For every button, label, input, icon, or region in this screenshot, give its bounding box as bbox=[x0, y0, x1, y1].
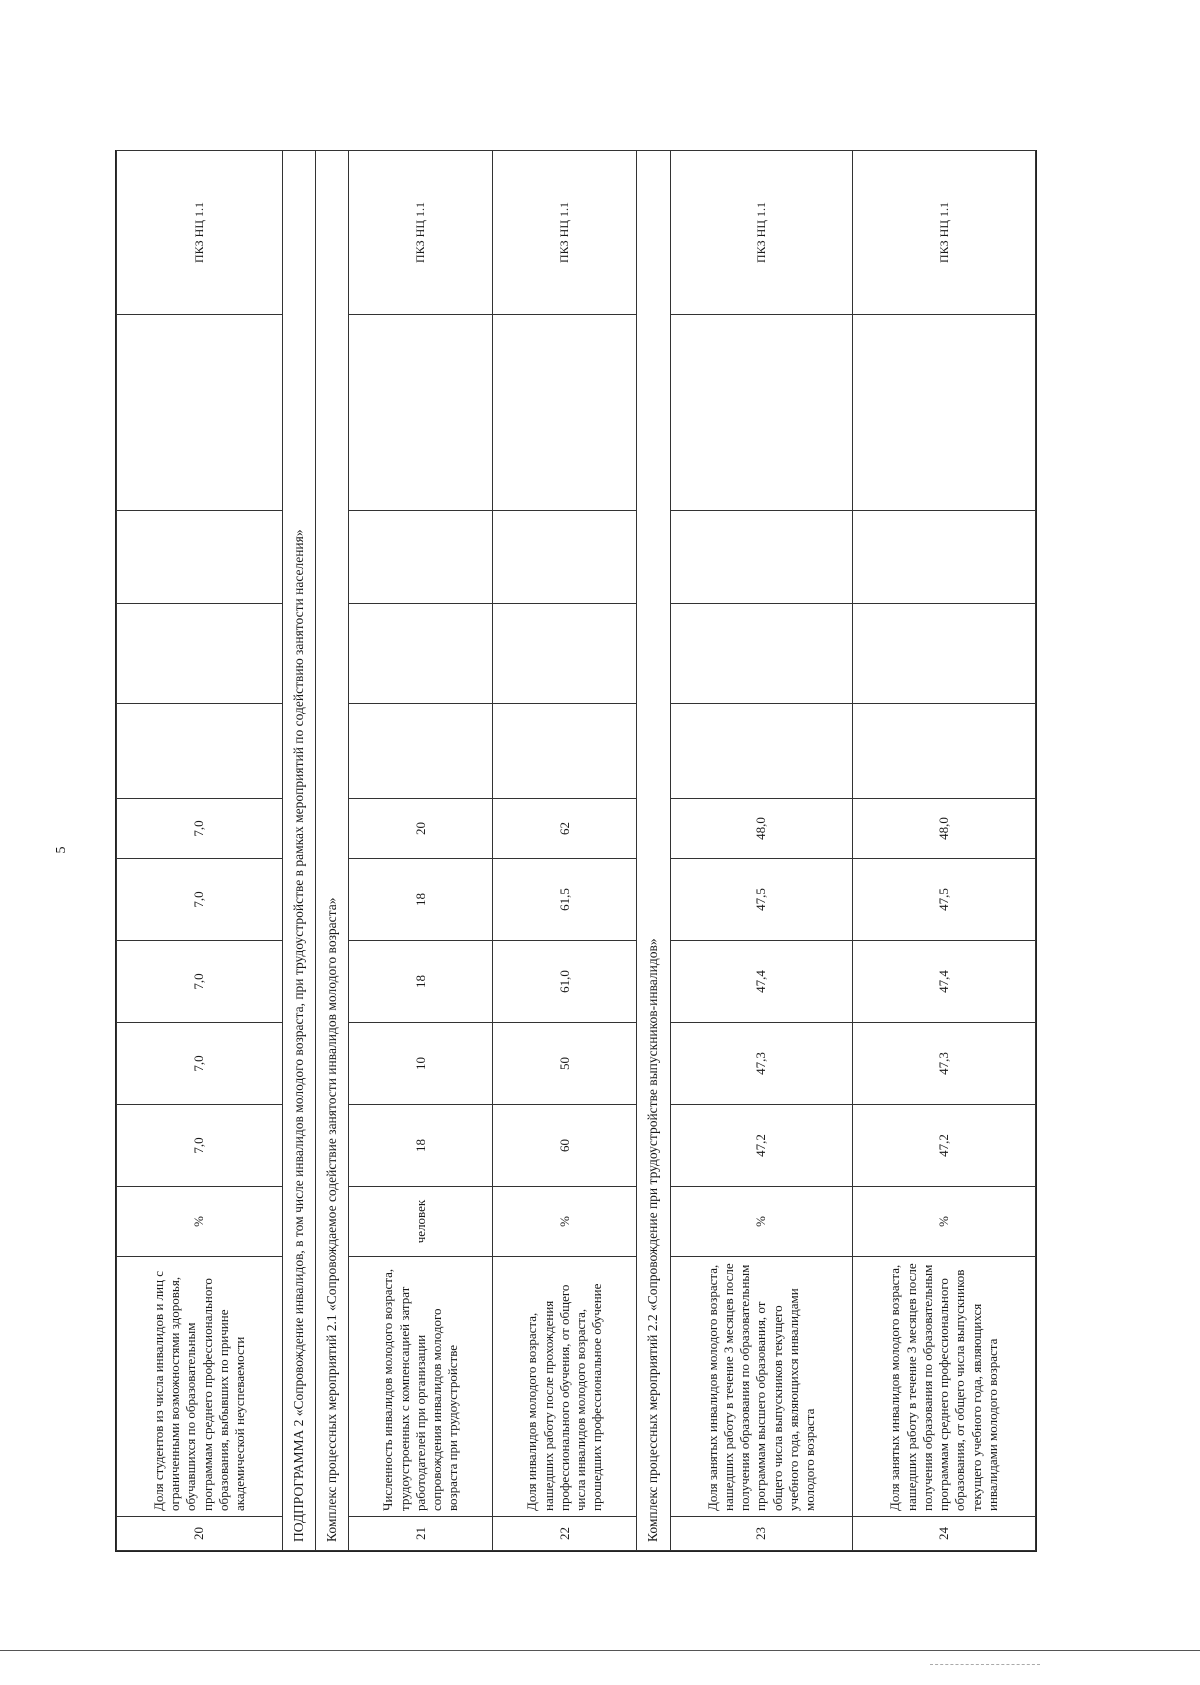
value-cell: 7,0 bbox=[117, 799, 283, 859]
value-cell: 47,4 bbox=[670, 941, 853, 1023]
empty-value-cell bbox=[349, 511, 493, 604]
value-cell: 7,0 bbox=[117, 1023, 283, 1105]
empty-value-cell bbox=[349, 604, 493, 704]
empty-value-cell bbox=[117, 704, 283, 799]
value-cell: 47,4 bbox=[853, 941, 1036, 1023]
value-cell: 18 bbox=[349, 859, 493, 941]
row-number: 21 bbox=[349, 1517, 493, 1551]
indicator-description: Доля инвалидов молодого возраста, нашедших работу после прохождения профессионального обучения, от общего числа инвалидов молодого возраста, прошедших профессиональное обучение bbox=[493, 1257, 637, 1517]
unit-cell: % bbox=[117, 1187, 283, 1257]
value-cell: 20 bbox=[349, 799, 493, 859]
empty-value-cell bbox=[853, 704, 1036, 799]
source-cell: ПКЗ НЦ 1.1 bbox=[493, 151, 637, 315]
empty-value-cell bbox=[853, 511, 1036, 604]
table-row bbox=[493, 151, 637, 1551]
indicator-table bbox=[116, 150, 1036, 1551]
value-cell: 61,0 bbox=[493, 941, 637, 1023]
empty-value-cell bbox=[670, 604, 853, 704]
value-cell: 47,2 bbox=[853, 1105, 1036, 1187]
value-cell: 47,3 bbox=[853, 1023, 1036, 1105]
row-number: 20 bbox=[117, 1517, 283, 1551]
empty-value-cell bbox=[670, 511, 853, 604]
section-row bbox=[283, 151, 316, 1551]
empty-value-cell bbox=[117, 315, 283, 511]
value-cell: 48,0 bbox=[670, 799, 853, 859]
row-number: 22 bbox=[493, 1517, 637, 1551]
section-row bbox=[637, 151, 670, 1551]
empty-value-cell bbox=[853, 604, 1036, 704]
value-cell: 62 bbox=[493, 799, 637, 859]
indicator-description: Доля студентов из числа инвалидов и лиц с ограниченными возможностями здоровья, обучавшихся по образовательным программам среднего профессионального образования, выбывших по причине академической неуспеваемости bbox=[117, 1257, 283, 1517]
indicator-description: Численность инвалидов молодого возраста, трудоустроенных с компенсацией затрат работодателей при организации сопровождения инвалидов молодого возраста при трудоустройстве bbox=[349, 1257, 493, 1517]
empty-value-cell bbox=[349, 704, 493, 799]
unit-cell: % bbox=[670, 1187, 853, 1257]
empty-value-cell bbox=[117, 511, 283, 604]
empty-value-cell bbox=[493, 511, 637, 604]
empty-value-cell bbox=[853, 315, 1036, 511]
value-cell: 47,5 bbox=[853, 859, 1036, 941]
section-row bbox=[316, 151, 349, 1551]
section-title: Комплекс процессных мероприятий 2.1 «Сопровождаемое содействие занятости инвалидов молодого возраста» bbox=[316, 151, 349, 1551]
value-cell: 7,0 bbox=[117, 941, 283, 1023]
row-number: 23 bbox=[670, 1517, 853, 1551]
value-cell: 18 bbox=[349, 1105, 493, 1187]
value-cell: 61,5 bbox=[493, 859, 637, 941]
value-cell: 7,0 bbox=[117, 1105, 283, 1187]
table-row bbox=[349, 151, 493, 1551]
value-cell: 60 bbox=[493, 1105, 637, 1187]
empty-value-cell bbox=[117, 604, 283, 704]
source-cell: ПКЗ НЦ 1.1 bbox=[117, 151, 283, 315]
value-cell: 10 bbox=[349, 1023, 493, 1105]
table-row bbox=[853, 151, 1036, 1551]
bottom-rule bbox=[0, 1650, 1200, 1651]
value-cell: 18 bbox=[349, 941, 493, 1023]
source-cell: ПКЗ НЦ 1.1 bbox=[670, 151, 853, 315]
section-title: ПОДПРОГРАММА 2 «Сопровождение инвалидов, в том числе инвалидов молодого возраста, при трудоустройстве в рамках мероприятий по содействию занятости населения» bbox=[283, 151, 316, 1551]
table-row bbox=[117, 151, 283, 1551]
unit-cell: % bbox=[493, 1187, 637, 1257]
empty-value-cell bbox=[349, 315, 493, 511]
indicator-table-frame bbox=[115, 150, 1037, 1552]
empty-value-cell bbox=[670, 315, 853, 511]
table-body bbox=[117, 151, 1036, 1551]
table-row bbox=[670, 151, 853, 1551]
row-number: 24 bbox=[853, 1517, 1036, 1551]
value-cell: 47,5 bbox=[670, 859, 853, 941]
value-cell: 47,2 bbox=[670, 1105, 853, 1187]
value-cell: 7,0 bbox=[117, 859, 283, 941]
indicator-description: Доля занятых инвалидов молодого возраста, нашедших работу в течение 3 месяцев после получения образования по образовательным программам среднего профессионального образования, от общего числа выпускников текущего учебного года, являющихся инвалидами молодого возраста bbox=[853, 1257, 1036, 1517]
value-cell: 48,0 bbox=[853, 799, 1036, 859]
source-cell: ПКЗ НЦ 1.1 bbox=[349, 151, 493, 315]
source-cell: ПКЗ НЦ 1.1 bbox=[853, 151, 1036, 315]
empty-value-cell bbox=[493, 315, 637, 511]
section-title: Комплекс процессных мероприятий 2.2 «Сопровождение при трудоустройстве выпускников-инвалидов» bbox=[637, 151, 670, 1551]
unit-cell: человек bbox=[349, 1187, 493, 1257]
value-cell: 50 bbox=[493, 1023, 637, 1105]
empty-value-cell bbox=[493, 604, 637, 704]
empty-value-cell bbox=[670, 704, 853, 799]
bottom-faint-line bbox=[930, 1664, 1040, 1665]
empty-value-cell bbox=[493, 704, 637, 799]
indicator-table-rotated bbox=[116, 151, 1036, 1551]
value-cell: 47,3 bbox=[670, 1023, 853, 1105]
unit-cell: % bbox=[853, 1187, 1036, 1257]
indicator-description: Доля занятых инвалидов молодого возраста, нашедших работу в течение 3 месяцев после получения образования по образовательным программам высшего образования, от общего числа выпускников текущего учебного года, являющихся инвалидами молодого возраста bbox=[670, 1257, 853, 1517]
page-number: 5 bbox=[54, 846, 69, 854]
